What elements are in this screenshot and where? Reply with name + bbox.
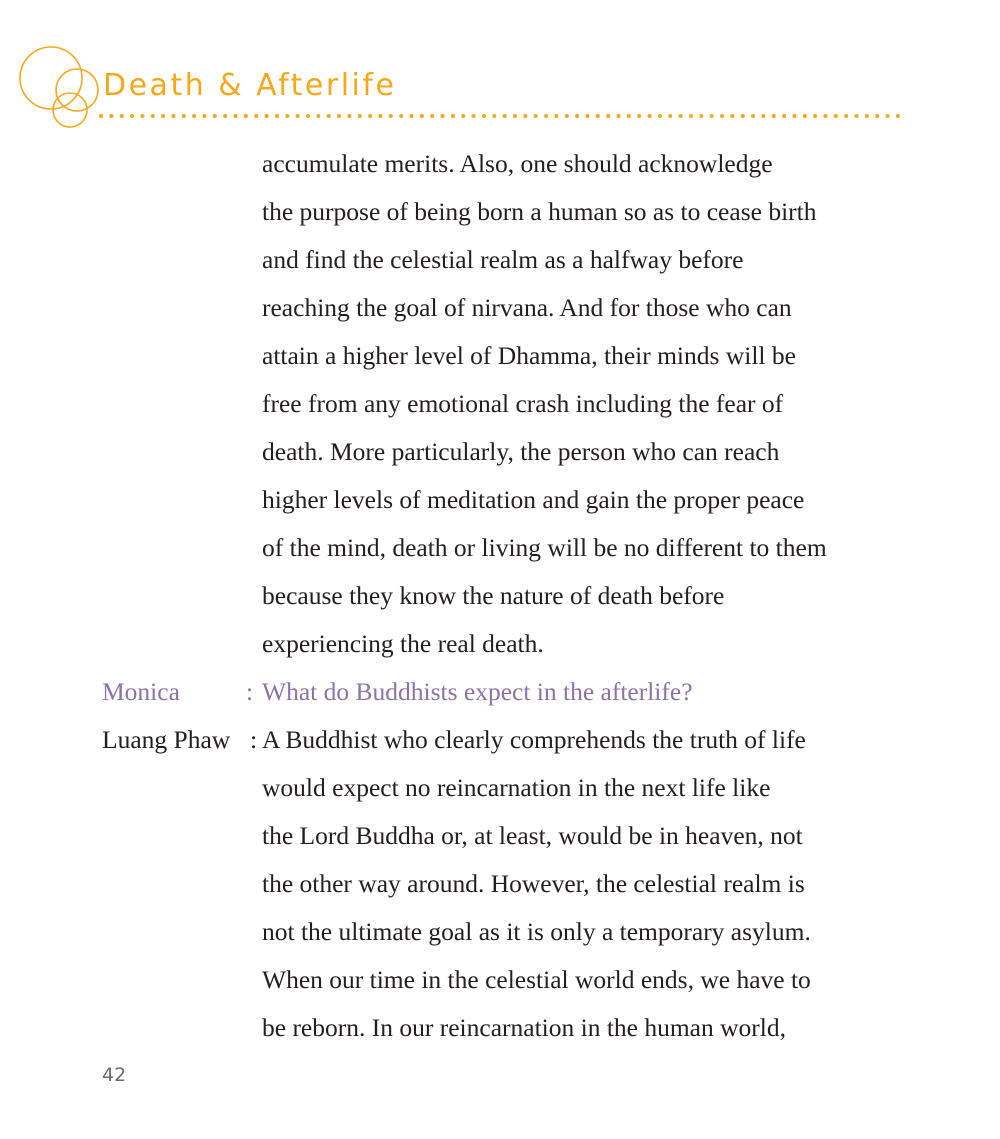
paragraph-line: death. More particularly, the person who can reach <box>262 437 780 466</box>
paragraph-line: the purpose of being born a human so as to cease birth <box>262 197 817 226</box>
answer-line: When our time in the celestial world ends, we have to <box>262 965 811 994</box>
paragraph-line: free from any emotional crash including the fear of <box>262 389 784 418</box>
question-colon: : <box>246 677 254 706</box>
paragraph-line: of the mind, death or living will be no different to them <box>262 533 827 562</box>
answer-line: not the ultimate goal as it is only a temporary asylum. <box>262 917 811 946</box>
answer-line: the other way around. However, the celestial realm is <box>262 869 805 898</box>
paragraph-line: higher levels of meditation and gain the proper peace <box>262 485 805 514</box>
paragraph-line: because they know the nature of death before <box>262 581 725 610</box>
paragraph-line: experiencing the real death. <box>262 629 544 658</box>
section-title: Death & Afterlife <box>103 68 397 103</box>
answer-speaker: Luang Phaw <box>102 725 231 754</box>
question-speaker: Monica <box>102 677 180 706</box>
paragraph-line: and find the celestial realm as a halfway before <box>262 245 744 274</box>
answer-colon: : <box>250 725 258 754</box>
answer-line: would expect no reincarnation in the next life like <box>262 773 771 802</box>
answer-line: be reborn. In our reincarnation in the human world, <box>262 1013 786 1042</box>
dotted-divider <box>98 111 904 121</box>
paragraph-line: reaching the goal of nirvana. And for those who can <box>262 293 792 322</box>
paragraph-line: attain a higher level of Dhamma, their minds will be <box>262 341 796 370</box>
answer-line: the Lord Buddha or, at least, would be in heaven, not <box>262 821 803 850</box>
paragraph-line: accumulate merits. Also, one should acknowledge <box>262 149 773 178</box>
page-number: 42 <box>102 1064 127 1086</box>
answer-line: A Buddhist who clearly comprehends the truth of life <box>262 725 806 754</box>
question-text: What do Buddhists expect in the afterlife? <box>262 677 693 706</box>
